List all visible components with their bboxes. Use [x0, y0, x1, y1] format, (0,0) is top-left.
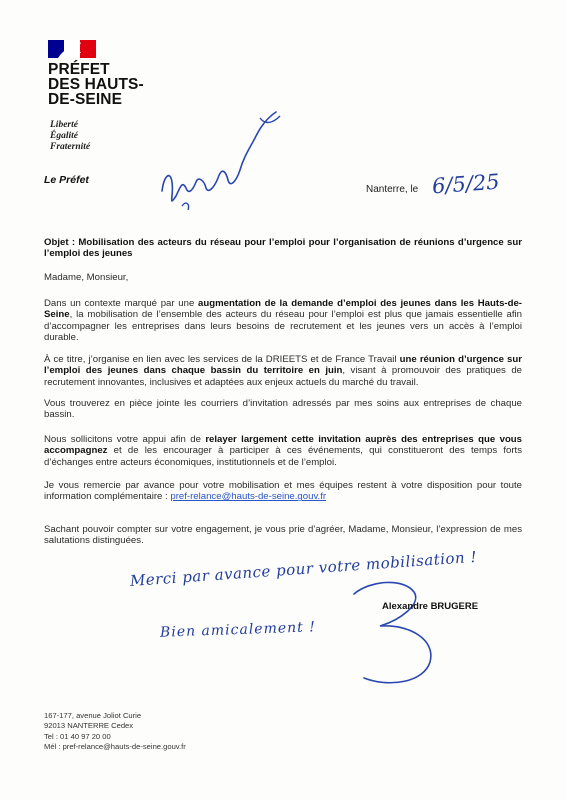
- marianne-logo: [48, 40, 96, 58]
- footer-line: Mél : pref-relance@hauts-de-seine.gouv.fr: [44, 742, 186, 752]
- signature-top: [152, 96, 292, 226]
- paragraph-text: et de les encourager à participer à ces événements, qui constitueront des temps forts d’échanges entre acteurs économiques, institutionnels et de l’emploi.: [44, 445, 522, 468]
- republic-motto: [50, 120, 90, 153]
- prefecture-title: [48, 62, 144, 107]
- motto-line: Égalité: [50, 131, 78, 141]
- paragraph: [44, 354, 522, 388]
- paragraph-emphasis: une réunion d’urgence sur l’emploi des jeunes dans chaque bassin du territoire en juin: [44, 354, 522, 377]
- paragraph-text: , la mobilisation de l’ensemble des acteurs du réseau pour l’emploi est plus que jamais essentielle afin d’accompagner les entreprises dans leurs besoins de recrutement et les jeunes vers un accès à l’emploi durable.: [44, 309, 522, 344]
- sender-label: Le Préfet: [44, 174, 89, 186]
- title-line: DES HAUTS-: [48, 76, 144, 93]
- closing-paragraph: Sachant pouvoir compter sur votre engagement, je vous prie d’agréer, Madame, Monsieur, l’expression de mes salutations distinguées.: [44, 524, 522, 547]
- handwritten-note: Merci par avance pour votre mobilisation !: [129, 547, 478, 590]
- paragraph-text: À ce titre, j’organise en lien avec les services de la DRIEETS et de France Travail: [44, 354, 400, 365]
- paragraph: Vous trouverez en pièce jointe les courriers d’invitation adressés par mes soins aux entreprises de chaque bassin.: [44, 398, 522, 421]
- handwritten-note: Bien amicalement !: [159, 619, 317, 641]
- motto-line: Liberté: [50, 120, 78, 130]
- signer-name: Alexandre BRUGERE: [382, 601, 479, 612]
- paragraph-emphasis: relayer largement cette invitation auprès des entreprises que vous accompagnez: [44, 434, 523, 457]
- paragraph: [44, 434, 522, 468]
- title-line: PRÉFET: [48, 61, 110, 78]
- paragraph-text: Nous sollicitons votre appui afin de: [44, 434, 206, 445]
- footer-address: [44, 711, 186, 753]
- email-link[interactable]: pref-relance@hauts-de-seine.gouv.fr: [170, 491, 327, 503]
- handwritten-date: 6/5/25: [431, 169, 501, 199]
- paragraph-text: , visant à promouvoir des pratiques de recrutement innovantes, inclusives et adaptées aux enjeux actuels du marché du travail.: [44, 365, 522, 388]
- paragraph-emphasis: augmentation de la demande d’emploi des jeunes dans les Hauts-de-Seine: [44, 298, 522, 321]
- salutation: Madame, Monsieur,: [44, 272, 129, 283]
- motto-line: Fraternité: [50, 142, 91, 152]
- paragraph: [44, 298, 522, 344]
- footer-line: Tel : 01 40 97 20 00: [44, 731, 111, 741]
- paragraph-text: Dans un contexte marqué par une: [44, 298, 199, 309]
- paragraph: [44, 480, 522, 503]
- place-date-label: Nanterre, le: [366, 184, 419, 195]
- title-line: DE-SEINE: [48, 91, 123, 108]
- footer-line: 167-177, avenue Joliot Curie: [44, 711, 142, 720]
- paragraph-text: Je vous remercie par avance pour votre mobilisation et mes équipes restent à votre disposition pour toute information complémentaire :: [44, 480, 522, 503]
- signature-bottom: [340, 570, 460, 690]
- letter-object: Objet : Mobilisation des acteurs du réseau pour l’emploi pour l’organisation de réunions d’urgence sur l’emploi des jeunes: [44, 237, 522, 260]
- footer-line: 92013 NANTERRE Cedex: [44, 721, 134, 731]
